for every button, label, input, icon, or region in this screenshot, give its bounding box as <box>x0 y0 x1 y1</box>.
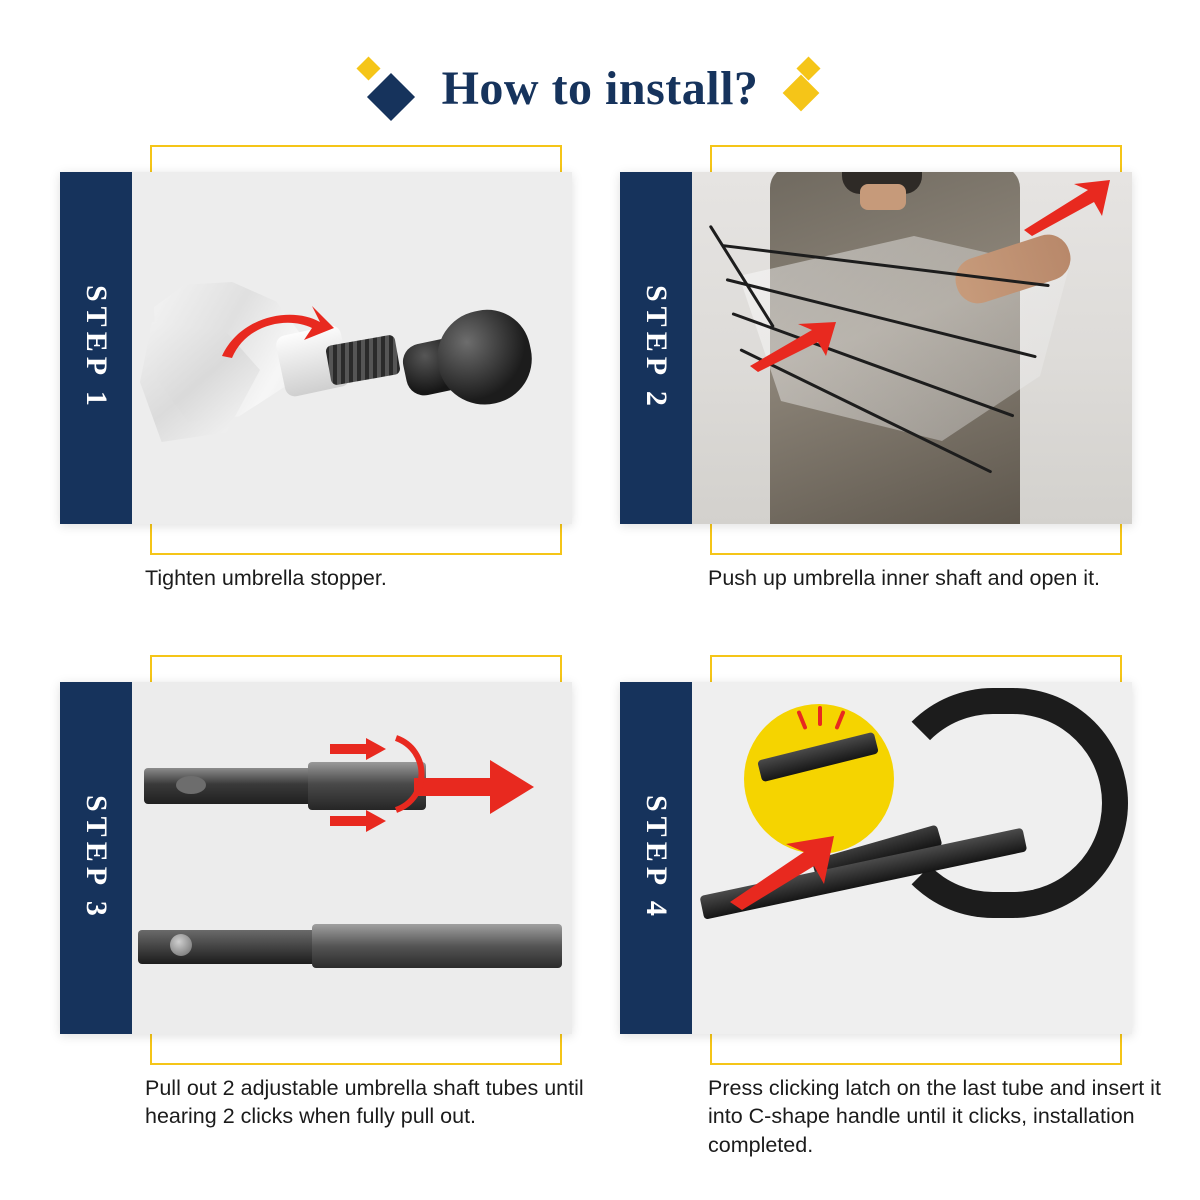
step-card-3-inner <box>60 682 572 1034</box>
step-label-4-text: STEP 4 <box>640 795 673 921</box>
navy-diamond-icon <box>367 73 415 121</box>
step-image-2 <box>692 172 1132 524</box>
step-label-2-text: STEP 2 <box>640 285 673 411</box>
yellow-diamond-icon-large <box>783 75 820 112</box>
tube-hole-marking <box>176 776 206 794</box>
step-image-1 <box>132 172 572 524</box>
step-caption-1: Tighten umbrella stopper. <box>145 566 387 590</box>
step-label-1 <box>60 172 132 524</box>
step-card-2-inner <box>620 172 1132 524</box>
c-shape-handle <box>878 688 1128 918</box>
step-card-4-frame <box>620 650 1140 1065</box>
step-label-4 <box>620 682 692 1034</box>
step-caption-4: Press clicking latch on the last tube and insert it into C-shape handle until it clicks, installation completed. <box>708 1076 1161 1157</box>
step-card-1-inner <box>60 172 572 524</box>
tube-screw-icon <box>170 934 192 956</box>
step-label-3 <box>60 682 132 1034</box>
step-caption-2: Push up umbrella inner shaft and open it. <box>708 566 1101 590</box>
step-card-1-frame <box>60 140 580 555</box>
red-arrow-up-right-icon <box>728 832 838 912</box>
step-label-3-text: STEP 3 <box>80 795 113 921</box>
step-card-4-inner <box>620 682 1132 1034</box>
step-image-4 <box>692 682 1132 1034</box>
steps-grid <box>0 140 1200 1200</box>
umbrella-shaft-tube-lower-outer <box>138 930 320 964</box>
yellow-diamond-icon <box>356 56 380 80</box>
step-card-3-frame <box>60 650 580 1065</box>
click-spark-icon <box>818 706 822 726</box>
step-card-4 <box>620 650 1161 1157</box>
red-arrow-up-right-icon-2 <box>748 318 840 374</box>
step-label-1-text: STEP 1 <box>80 285 113 411</box>
header-decor-left <box>360 58 416 118</box>
step-label-2 <box>620 172 692 524</box>
red-arc-rotation-icon <box>386 732 442 816</box>
page-title: How to install? <box>441 61 759 115</box>
umbrella-shaft-tube-outer <box>144 768 314 804</box>
person-neck-shape <box>860 184 906 210</box>
step-card-1 <box>60 140 580 590</box>
red-arrow-up-right-icon <box>1022 178 1114 238</box>
step-caption-3: Pull out 2 adjustable umbrella shaft tubes until hearing 2 clicks when fully pull out. <box>145 1076 584 1129</box>
step-image-3 <box>132 682 572 1034</box>
red-arrow-right-small-icon-2 <box>330 810 386 832</box>
page-header <box>0 48 1200 128</box>
header-decor-right <box>784 58 840 118</box>
red-arrow-curved-icon <box>216 300 336 370</box>
step-card-2 <box>620 140 1140 590</box>
step-card-2-frame <box>620 140 1140 555</box>
red-arrow-right-small-icon <box>330 738 386 760</box>
step-card-3 <box>60 650 584 1129</box>
umbrella-shaft-tube-lower-inner <box>312 924 562 968</box>
